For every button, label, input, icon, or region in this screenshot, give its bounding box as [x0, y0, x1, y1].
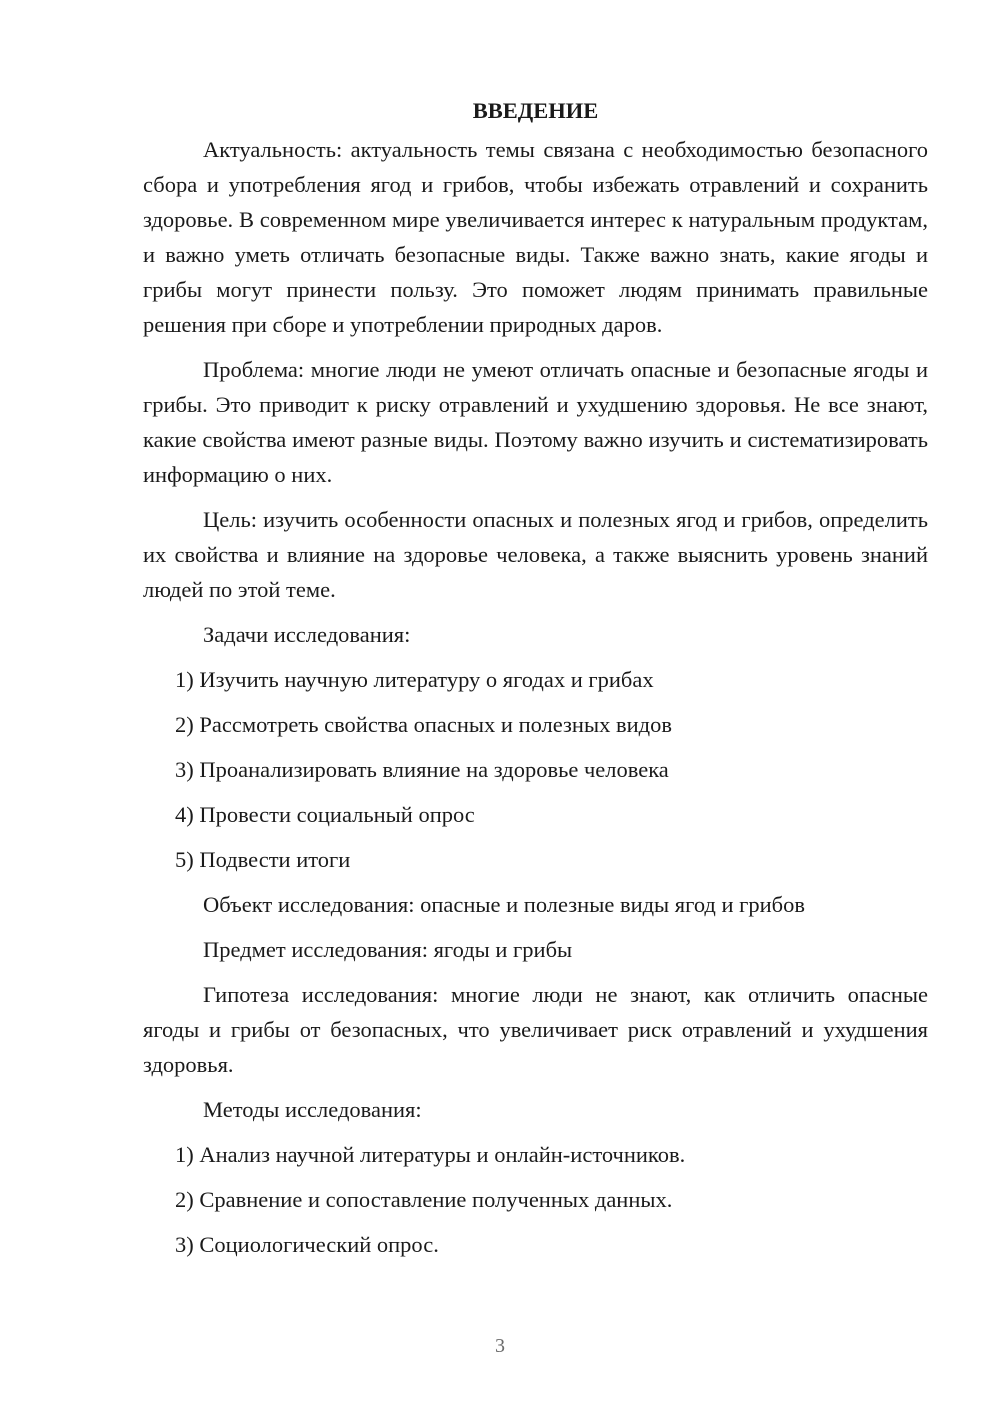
list-item: 3) Проанализировать влияние на здоровье человека: [175, 757, 669, 782]
list-item: 2) Сравнение и сопоставление полученных данных.: [175, 1187, 673, 1212]
subject-line: Предмет исследования: ягоды и грибы: [203, 937, 573, 962]
problem-paragraph: Проблема: многие люди не умеют отличать опасные и безопасные ягоды и грибы. Это приводит к риску отравлений и ухудшению здоровья. Не все знают, какие свойства имеют разные виды. Поэтому важно изучить и систематизировать информацию о них.: [143, 357, 928, 487]
goal-paragraph: Цель: изучить особенности опасных и полезных ягод и грибов, определить их свойства и влияние на здоровье человека, а также выяснить уровень знаний людей по этой теме.: [143, 507, 928, 602]
list-item: 1) Анализ научной литературы и онлайн-источников.: [175, 1142, 686, 1167]
methods-list: [143, 1137, 928, 1262]
object-line: Объект исследования: опасные и полезные виды ягод и грибов: [203, 892, 805, 917]
tasks-heading: Задачи исследования:: [203, 622, 411, 647]
tasks-list: [143, 662, 928, 877]
relevance-paragraph: Актуальность: актуальность темы связана с необходимостью безопасного сбора и употребления ягод и грибов, чтобы избежать отравлений и сохранить здоровье. В современном мире увеличивается интерес к натуральным продуктам, и важно уметь отличать безопасные виды. Также важно знать, какие ягоды и грибы могут принести пользу. Это поможет людям принимать правильные решения при сборе и употреблении природных даров.: [143, 137, 928, 337]
list-item: 3) Социологический опрос.: [175, 1232, 439, 1257]
list-item: 5) Подвести итоги: [175, 847, 351, 872]
hypothesis-paragraph: Гипотеза исследования: многие люди не знают, как отличить опасные ягоды и грибы от безопасных, что увеличивает риск отравлений и ухудшения здоровья.: [143, 982, 928, 1077]
list-item: 4) Провести социальный опрос: [175, 802, 475, 827]
page-content: [143, 92, 928, 1262]
list-item: 2) Рассмотреть свойства опасных и полезных видов: [175, 712, 672, 737]
page-number: 3: [495, 1335, 505, 1357]
list-item: 1) Изучить научную литературу о ягодах и грибах: [175, 667, 654, 692]
page-title: ВВЕДЕНИЕ: [472, 98, 599, 123]
methods-heading: Методы исследования:: [203, 1097, 422, 1122]
